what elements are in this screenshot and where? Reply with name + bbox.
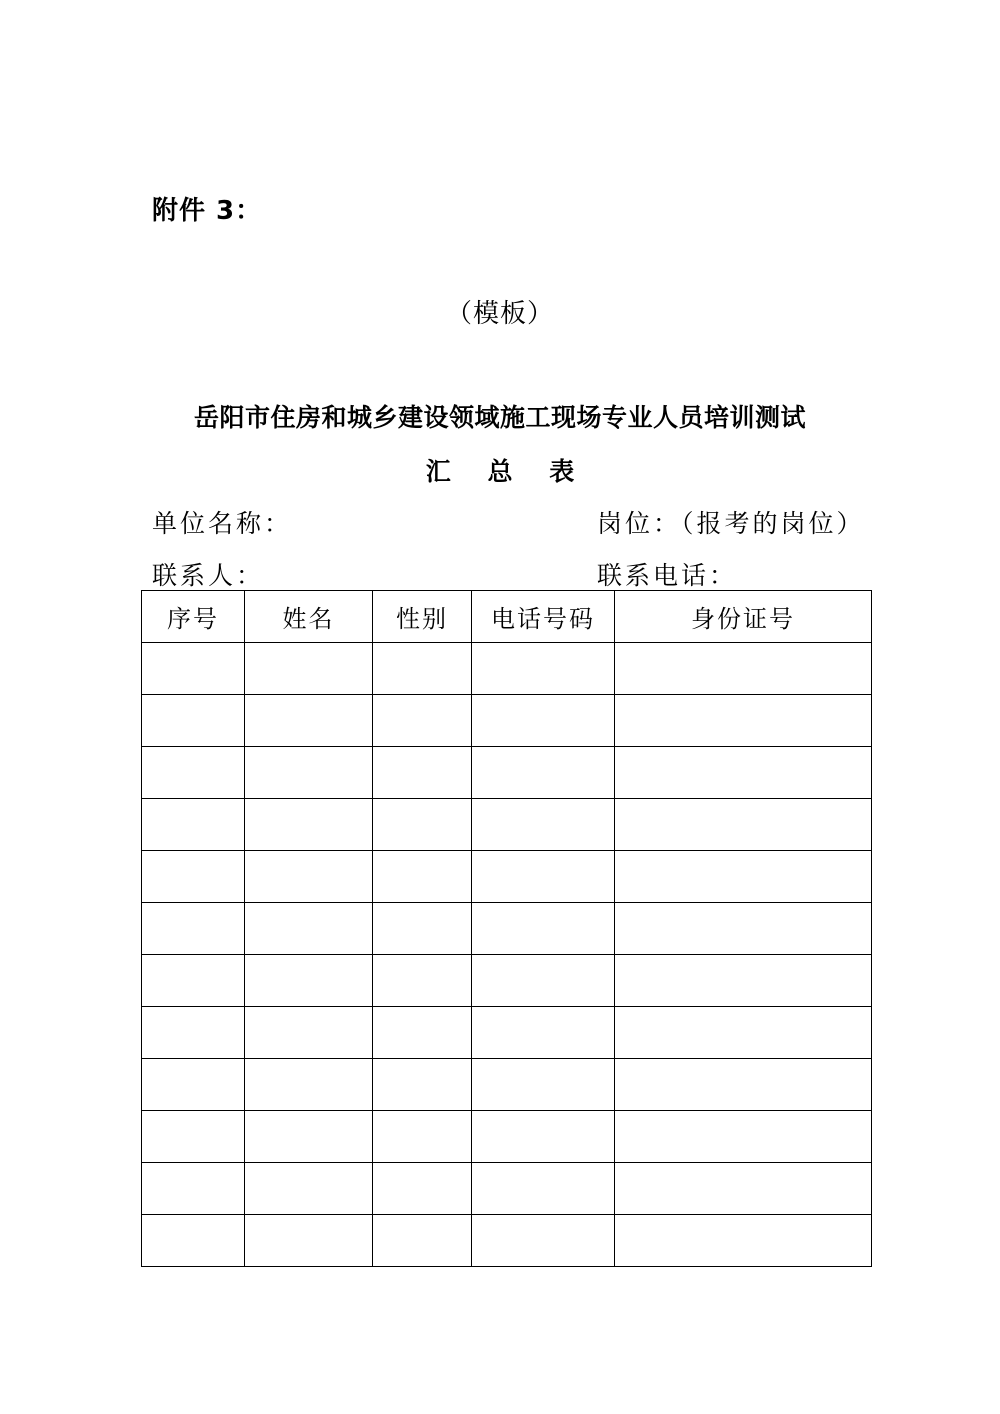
table-cell-gender	[373, 851, 472, 903]
table-cell-gender	[373, 799, 472, 851]
table-cell-name	[245, 851, 373, 903]
column-header-gender: 性别	[373, 591, 472, 643]
table-row	[142, 643, 872, 695]
table-cell-phone	[472, 1215, 615, 1267]
document-subtitle: 汇 总 表	[425, 457, 589, 486]
table-cell-id-number	[615, 1007, 872, 1059]
table-cell-name	[245, 695, 373, 747]
table-cell-id-number	[615, 1163, 872, 1215]
table-cell-phone	[472, 955, 615, 1007]
table-cell-name	[245, 1163, 373, 1215]
table-cell-id-number	[615, 1215, 872, 1267]
table-cell-id-number	[615, 955, 872, 1007]
table-cell-serial	[142, 799, 245, 851]
table-cell-serial	[142, 695, 245, 747]
contact-person-label: 联系人：	[152, 561, 265, 590]
table-cell-gender	[373, 695, 472, 747]
table-cell-serial	[142, 1111, 245, 1163]
table-header-row	[142, 591, 872, 643]
column-header-id-number: 身份证号	[615, 591, 872, 643]
table-cell-name	[245, 955, 373, 1007]
roster-table	[141, 590, 872, 1267]
table-cell-serial	[142, 747, 245, 799]
table-cell-phone	[472, 1111, 615, 1163]
table-cell-gender	[373, 1163, 472, 1215]
table-cell-phone	[472, 799, 615, 851]
table-cell-gender	[373, 1215, 472, 1267]
table-cell-id-number	[615, 851, 872, 903]
table-row	[142, 851, 872, 903]
column-header-name: 姓名	[245, 591, 373, 643]
table-cell-id-number	[615, 1111, 872, 1163]
table-cell-serial	[142, 1059, 245, 1111]
table-cell-serial	[142, 903, 245, 955]
table-cell-gender	[373, 747, 472, 799]
table-cell-phone	[472, 851, 615, 903]
table-row	[142, 747, 872, 799]
table-cell-phone	[472, 1007, 615, 1059]
table-cell-id-number	[615, 1059, 872, 1111]
table-cell-id-number	[615, 695, 872, 747]
table-cell-phone	[472, 1163, 615, 1215]
table-row	[142, 1059, 872, 1111]
table-cell-serial	[142, 643, 245, 695]
table-cell-name	[245, 903, 373, 955]
table-cell-serial	[142, 955, 245, 1007]
post-label: 岗位：（报考的岗位）	[597, 509, 865, 538]
table-body	[142, 643, 872, 1267]
table-cell-name	[245, 799, 373, 851]
table-cell-phone	[472, 747, 615, 799]
table-cell-id-number	[615, 643, 872, 695]
table-cell-id-number	[615, 747, 872, 799]
table-cell-gender	[373, 903, 472, 955]
column-header-phone: 电话号码	[472, 591, 615, 643]
table-cell-gender	[373, 1111, 472, 1163]
table-cell-phone	[472, 903, 615, 955]
table-cell-name	[245, 1111, 373, 1163]
table-cell-id-number	[615, 799, 872, 851]
contact-phone-label: 联系电话：	[597, 561, 738, 590]
table-cell-name	[245, 1007, 373, 1059]
table-cell-name	[245, 747, 373, 799]
table-cell-gender	[373, 955, 472, 1007]
table-cell-serial	[142, 1215, 245, 1267]
table-cell-name	[245, 1059, 373, 1111]
table-cell-serial	[142, 1163, 245, 1215]
table-row	[142, 695, 872, 747]
table-cell-name	[245, 1215, 373, 1267]
table-row	[142, 1111, 872, 1163]
table-cell-phone	[472, 695, 615, 747]
column-header-serial: 序号	[142, 591, 245, 643]
table-cell-phone	[472, 643, 615, 695]
table-row	[142, 1163, 872, 1215]
document-title: 岳阳市住房和城乡建设领域施工现场专业人员培训测试	[193, 403, 806, 432]
table-row	[142, 903, 872, 955]
table-cell-serial	[142, 851, 245, 903]
table-row	[142, 1215, 872, 1267]
table-cell-name	[245, 643, 373, 695]
table-cell-serial	[142, 1007, 245, 1059]
table-cell-phone	[472, 1059, 615, 1111]
template-label: （模板）	[445, 299, 554, 329]
table-cell-gender	[373, 643, 472, 695]
table-row	[142, 955, 872, 1007]
table-row	[142, 799, 872, 851]
attachment-label: 附件 3：	[152, 196, 263, 226]
table-cell-gender	[373, 1007, 472, 1059]
unit-name-label: 单位名称：	[152, 509, 293, 538]
table-row	[142, 1007, 872, 1059]
table-cell-gender	[373, 1059, 472, 1111]
table-cell-id-number	[615, 903, 872, 955]
